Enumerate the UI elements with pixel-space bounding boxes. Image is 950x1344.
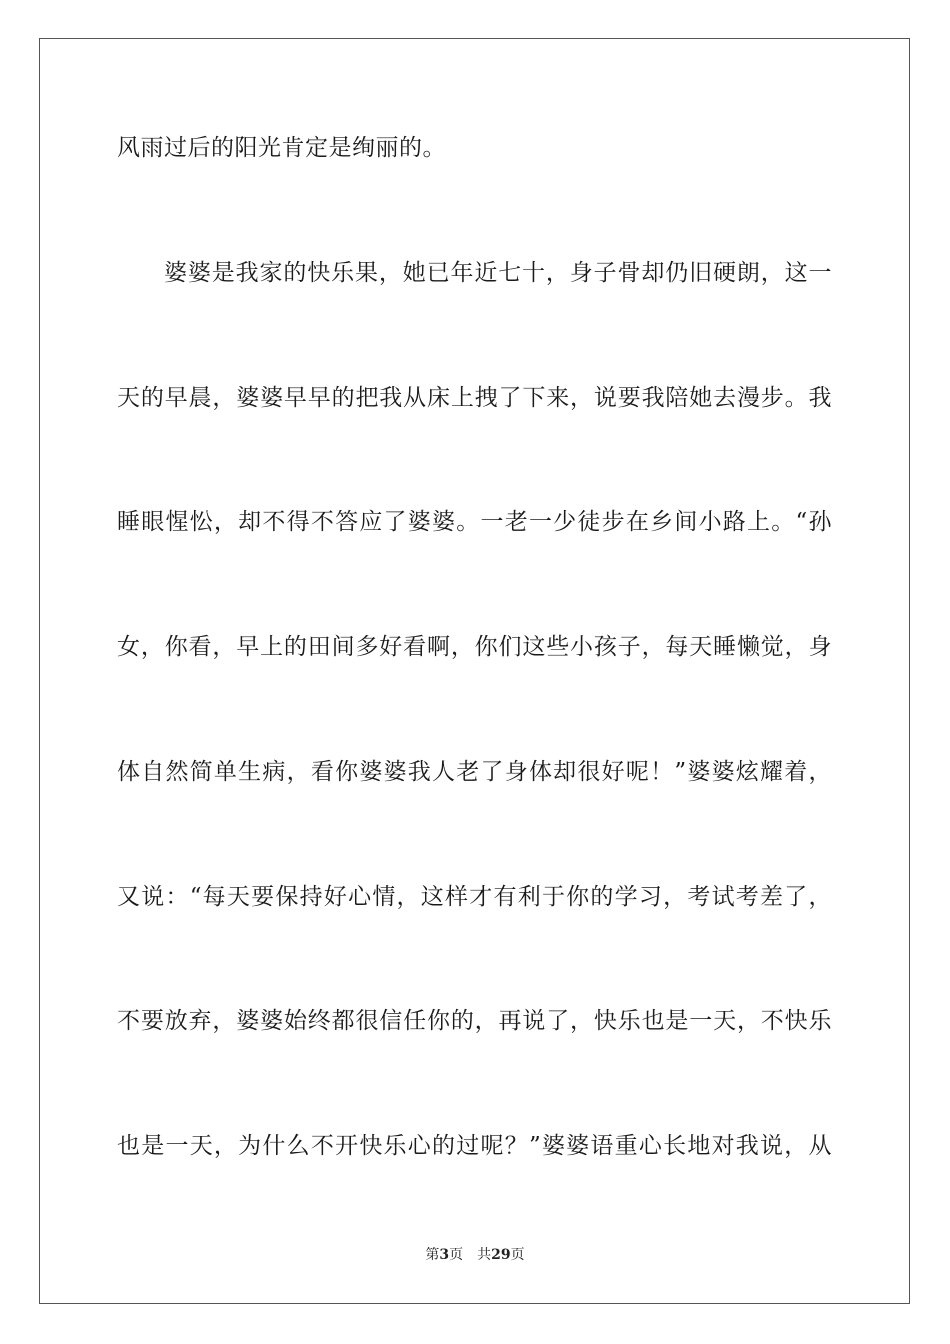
page-prefix: 第 xyxy=(425,1247,440,1263)
total-pages: 29 xyxy=(491,1247,511,1263)
total-suffix: 页 xyxy=(510,1247,525,1263)
text-line-6: 体自然简单生病，看你婆婆我人老了身体却很好呢！”婆婆炫耀着， xyxy=(117,759,832,785)
text-line-9: 也是一天，为什么不开快乐心的过呢？”婆婆语重心长地对我说，从 xyxy=(117,1133,832,1159)
text-line-3: 天的早晨，婆婆早早的把我从床上拽了下来，说要我陪她去漫步。我 xyxy=(117,385,832,411)
text-line-4: 睡眼惺忪，却不得不答应了婆婆。一老一少徒步在乡间小路上。“孙 xyxy=(117,509,832,535)
text-line-1: 风雨过后的阳光肯定是绚丽的。 xyxy=(117,135,446,161)
page-number: 3 xyxy=(439,1247,450,1263)
text-line-8: 不要放弃，婆婆始终都很信任你的，再说了，快乐也是一天，不快乐 xyxy=(117,1008,832,1034)
text-line-5: 女，你看，早上的田间多好看啊，你们这些小孩子，每天睡懒觉，身 xyxy=(117,634,832,660)
page-suffix: 页 xyxy=(449,1247,464,1263)
text-line-7: 又说：“每天要保持好心情，这样才有利于你的学习，考试考差了， xyxy=(117,884,832,910)
total-prefix: 共 xyxy=(477,1247,492,1263)
text-line-2: 婆婆是我家的快乐果，她已年近七十，身子骨却仍旧硬朗，这一 xyxy=(164,260,832,286)
page-frame xyxy=(39,38,910,1304)
page-footer xyxy=(0,1246,950,1264)
